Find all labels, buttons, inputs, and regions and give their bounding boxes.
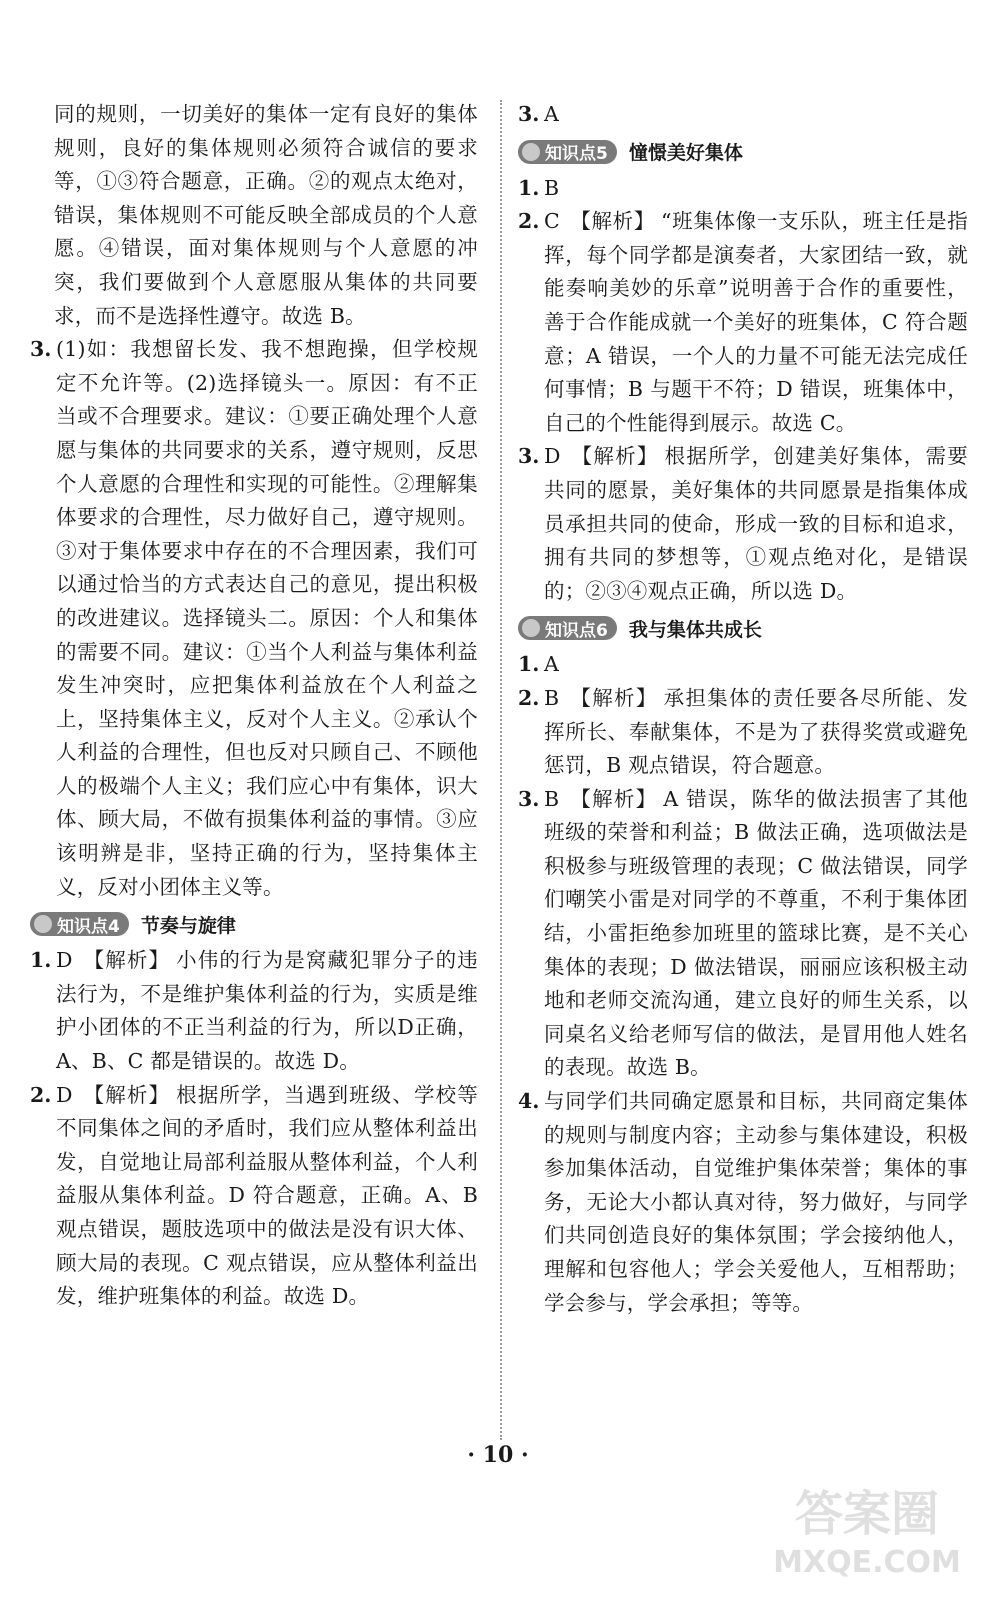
item-text <box>544 172 968 206</box>
item-text <box>544 682 968 783</box>
item-text <box>544 98 968 132</box>
section-title: 憧憬美好集体 <box>628 142 743 165</box>
item-text <box>544 783 968 1085</box>
section-title: 节奏与旋律 <box>140 914 236 937</box>
analysis-tag: 【解析】 <box>569 209 656 234</box>
item-answer: B <box>544 175 560 200</box>
item-number: 1. <box>30 948 52 973</box>
badge-label: 知识点6 <box>545 620 608 641</box>
analysis-text: 承担集体的责任要各尽所能、发挥所长、奉献集体，不是为了获得奖赏或避免惩罚，B 观点错误，符合题意。 <box>544 685 968 778</box>
answer-item <box>518 1085 968 1320</box>
item-text <box>544 648 968 682</box>
page-number: · 10 · <box>467 1442 529 1468</box>
item-number: 2. <box>30 1082 52 1107</box>
item-text <box>56 1079 478 1314</box>
column-divider <box>500 100 502 1440</box>
analysis-text: 小伟的行为是窝藏犯罪分子的违法行为，不是维护集体利益的行为，实质是维护小团体的不正当利益的行为，所以D正确，A、B、C 都是错误的。故选 D。 <box>56 948 478 1074</box>
knowledge-point-badge <box>518 140 617 164</box>
analysis-tag: 【解析】 <box>570 444 659 469</box>
item-number: 3. <box>518 786 540 811</box>
answer-item <box>518 205 968 440</box>
item-answer: A <box>544 102 560 126</box>
item-number: 3. <box>518 444 540 469</box>
analysis-text: 与同学们共同确定愿景和目标，共同商定集体的规则与制度内容；主动参与集体建设，积极参加集体活动，自觉维护集体荣誉；集体的事务，无论大小都认真对待，努力做好，与同学们共同创造良好的集体氛围；学会接纳他人，理解和包容他人；学会关爱他人，互相帮助；学会参与，学会承担；等等。 <box>544 1089 968 1315</box>
item-answer: D <box>544 444 561 469</box>
item-answer: D <box>56 948 73 973</box>
analysis-text: 根据所学，创建美好集体，需要共同的愿景，美好集体的共同愿景是指集体成员承担共同的使命，形成一致的目标和追求，拥有共同的梦想等，①观点绝对化，是错误的；②③④观点正确，所以选 D。 <box>544 444 968 603</box>
knowledge-point-badge <box>518 616 617 640</box>
analysis-tag: 【解析】 <box>82 948 171 973</box>
answer-item <box>518 172 968 206</box>
intro-paragraph: 同的规则，一切美好的集体一定有良好的集体规则，良好的集体规则必须符合诚信的要求等，①③符合题意，正确。②的观点太绝对，错误，集体规则不可能反映全部成员的个人意愿。④错误，面对集体规则与个人意愿的冲突，我们要做到个人意愿服从集体的共同要求，而不是选择性遵守。故选 B。 <box>54 102 478 328</box>
watermark-text: 答案圈 <box>794 1486 940 1542</box>
item-answer: C <box>544 209 560 234</box>
item-number: 2. <box>518 209 540 234</box>
knowledge-point-badge <box>30 912 129 936</box>
analysis-tag: 【解析】 <box>569 786 658 811</box>
section-heading-6 <box>518 610 968 646</box>
item-text: (1)如：我想留长发、我不想跑操，但学校规定不允许等。(2)选择镜头一。原因：有不正当或不合理要求。建议：①要正确处理个人意愿与集体的共同要求的关系，遵守规则，反思个人意愿的合理性和实现的可能性。②理解集体要求的合理性，尽力做好自己，遵守规则。③对于集体要求中存在的不合理因素，我们可以通过恰当的方式表达自己的意见，提出积极的改进建议。选择镜头二。原因：个人和集体的需要不同。建议：①当个人利益与集体利益发生冲突时，应把集体利益放在个人利益之上，坚持集体主义，反对个人主义。②承认个人利益的合理性，但也反对只顾自己、不顾他人的极端个人主义；我们应心中有集体，识大体、顾大局，不做有损集体利益的事情。③应该明辨是非，坚持正确的行为，坚持集体主义，反对小团体主义等。 <box>56 337 478 899</box>
answer-item-3 <box>30 333 478 904</box>
item-number: 1. <box>518 175 540 200</box>
item-number: 3. <box>518 102 540 126</box>
item-number: 1. <box>518 652 540 677</box>
analysis-text: A 错误，陈华的做法损害了其他班级的荣誉和利益；B 做法正确，选项做法是积极参与班级管理的表现；C 做法错误，同学们嘲笑小雷是对同学的不尊重，不利于集体团结，小雷拒绝参加班里的篮球比赛，是不关心集体的表现；D 做法错误，丽丽应该积极主动地和老师交流沟通，建立良好的师生关系，以同桌名义给老师写信的做法，是冒用他人姓名的表现。故选 B。 <box>544 786 968 1080</box>
watermark-subtext: MXQE.COM <box>773 1545 961 1580</box>
badge-dot-icon <box>522 143 540 161</box>
item-answer: D <box>56 1082 73 1107</box>
analysis-tag: 【解析】 <box>82 1082 171 1107</box>
item-number: 2. <box>518 685 540 710</box>
right-column <box>518 98 968 1320</box>
watermark-logo-icon <box>762 1468 972 1588</box>
badge-dot-icon <box>522 619 540 637</box>
section-title: 我与集体共成长 <box>628 618 762 641</box>
badge-dot-icon <box>34 915 52 933</box>
answer-item <box>518 682 968 783</box>
analysis-text: “班集体像一支乐队，班主任是指挥，每个同学都是演奏者，大家团结一致，就能奏响美妙的乐章”说明善于合作的重要性，善于合作能成就一个美好的班集体，C 符合题意；A 错误，一个人的力量不可能无法完成任何事情；B 与题干不符；D 错误，班集体中，自己的个性能得到展示。故选 C。 <box>544 209 968 435</box>
answer-item <box>30 1079 478 1314</box>
answer-item <box>30 944 478 1078</box>
item-text <box>544 205 968 440</box>
item-answer: B <box>544 786 560 811</box>
analysis-text: 根据所学，当遇到班级、学校等不同集体之间的矛盾时，我们应从整体利益出发，自觉地让局部利益服从整体利益，个人利益服从集体利益。D 符合题意，正确。A、B 观点错误，题肢选项中的做法是没有识大体、顾大局的表现。C 观点错误，应从整体利益出发，维护班集体的利益。故选 D。 <box>56 1082 478 1309</box>
section-heading-4 <box>30 906 478 942</box>
badge-label: 知识点5 <box>545 144 608 165</box>
left-column <box>30 98 478 1314</box>
item-answer: A <box>544 652 560 677</box>
section-heading-5 <box>518 134 968 170</box>
item-text <box>56 944 478 1078</box>
answer-item <box>518 783 968 1085</box>
item-number: 4. <box>518 1089 540 1114</box>
badge-label: 知识点4 <box>57 916 120 937</box>
item-number: 3. <box>30 337 52 362</box>
item-text <box>544 440 968 608</box>
item-answer: B <box>544 685 560 710</box>
answer-item <box>518 648 968 682</box>
item-text <box>544 1085 968 1320</box>
answer-item <box>518 440 968 608</box>
answer-item <box>518 98 968 132</box>
analysis-tag: 【解析】 <box>569 685 658 710</box>
